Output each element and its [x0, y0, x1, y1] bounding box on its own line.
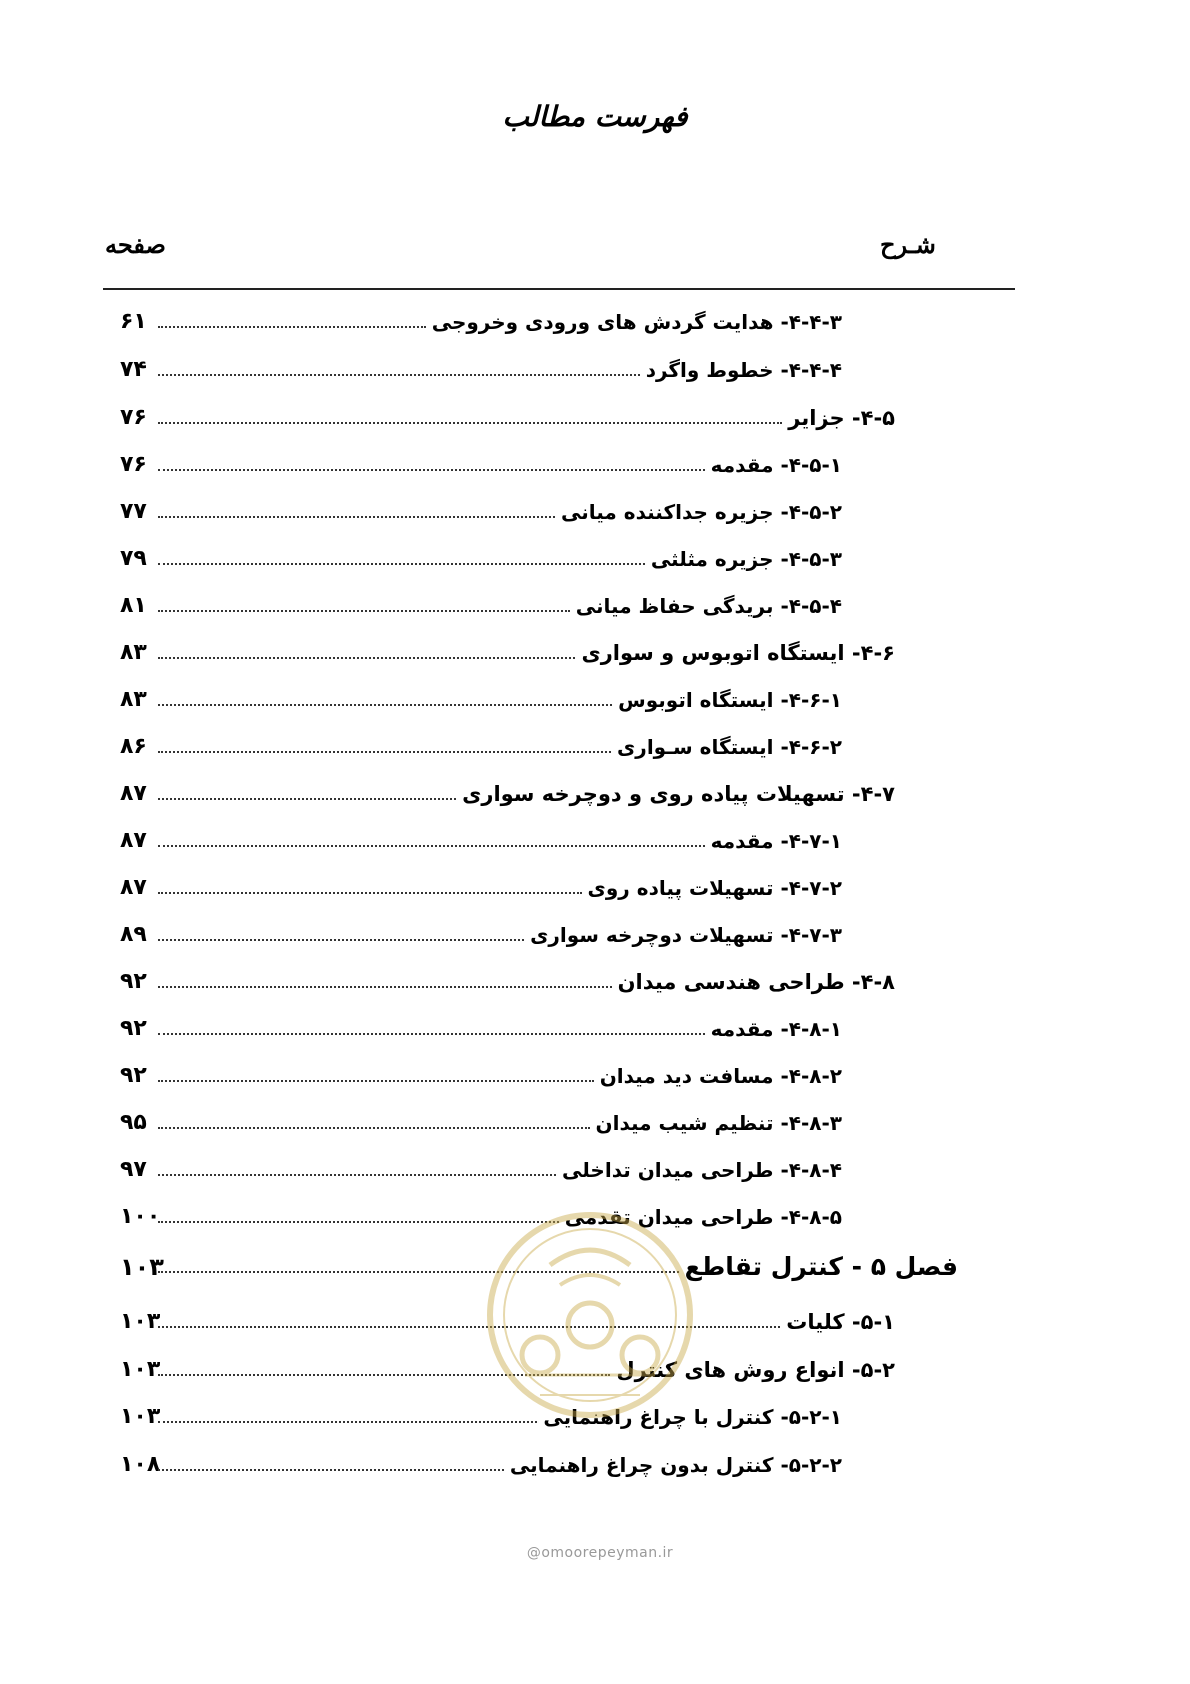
toc-leader-dots: [158, 1421, 537, 1423]
toc-entry-title: ۴-۷- تسهیلات پیاده روی و دوچرخه سواری: [462, 782, 895, 806]
toc-entry-title: ۴-۸-۴- طراحی میدان تداخلی: [562, 1158, 842, 1182]
toc-entry-page-number: ۹۲: [120, 1063, 147, 1088]
toc-leader-dots: [158, 374, 640, 376]
toc-leader-dots: [158, 469, 705, 471]
toc-entry-page-number: ۸۷: [120, 875, 147, 900]
toc-entry-title: ۴-۷-۳- تسهیلات دوچرخه سواری: [530, 923, 842, 947]
toc-entry: [0, 866, 1190, 910]
toc-leader-dots: [158, 1033, 705, 1035]
toc-entry: [0, 300, 1190, 344]
toc-entry: [0, 1007, 1190, 1051]
header-divider: [103, 288, 1015, 290]
toc-leader-dots: [158, 986, 612, 988]
toc-entry-page-number: ۸۱: [120, 593, 147, 618]
toc-entry-page-number: ۹۲: [120, 1016, 147, 1041]
toc-entry-title: ۵-۲-۱- کنترل با چراغ راهنمایی: [543, 1405, 842, 1429]
toc-entry: [0, 1101, 1190, 1145]
toc-entry: [0, 1443, 1190, 1487]
toc-entry: [0, 1054, 1190, 1098]
toc-entry: [0, 819, 1190, 863]
toc-leader-dots: [158, 1080, 594, 1082]
toc-entry-title: فصل ۵ - کنترل تقاطع: [684, 1252, 958, 1281]
toc-entry-page-number: ۱۰۳: [120, 1357, 161, 1382]
toc-entry-title: ۴-۵-۱- مقدمه: [710, 453, 842, 477]
toc-entry-page-number: ۸۷: [120, 781, 147, 806]
toc-leader-dots: [158, 1127, 590, 1129]
table-of-contents: [0, 300, 1190, 1600]
toc-entry-page-number: ۹۷: [120, 1157, 147, 1182]
toc-entry: [0, 1348, 1190, 1392]
toc-entry-page-number: ۶۱: [120, 309, 147, 334]
toc-entry-title: ۴-۵-۲- جزیره جداکننده میانی: [561, 500, 842, 524]
toc-entry: [0, 913, 1190, 957]
toc-leader-dots: [158, 1271, 679, 1273]
toc-entry-page-number: ۸۳: [120, 687, 147, 712]
toc-entry-title: ۴-۷-۱- مقدمه: [710, 829, 842, 853]
toc-leader-dots: [158, 1174, 556, 1176]
toc-entry-page-number: ۱۰۰: [120, 1204, 161, 1229]
toc-entry-page-number: ۷۴: [120, 357, 147, 382]
toc-entry: [0, 1195, 1190, 1239]
toc-entry-title: ۴-۸- طراحی هندسی میدان: [617, 970, 895, 994]
toc-entry: [0, 1245, 1190, 1289]
toc-leader-dots: [158, 563, 645, 565]
toc-leader-dots: [158, 516, 555, 518]
toc-entry-title: ۴-۴-۳- هدایت گردش های ورودی وخروجی: [431, 310, 842, 334]
toc-entry: [0, 443, 1190, 487]
toc-leader-dots: [158, 751, 611, 753]
toc-entry-page-number: ۹۲: [120, 969, 147, 994]
toc-entry: [0, 584, 1190, 628]
toc-entry-title: ۴-۶- ایستگاه اتوبوس و سواری: [581, 641, 895, 665]
toc-entry-title: ۵-۲- انواع روش های کنترل: [616, 1358, 895, 1382]
toc-entry-title: ۵-۲-۲- کنترل بدون چراغ راهنمایی: [509, 1453, 842, 1477]
watermark-url: @omoorepeyman.ir: [526, 1545, 674, 1561]
toc-entry: [0, 678, 1190, 722]
toc-entry-page-number: ۹۵: [120, 1110, 147, 1135]
toc-entry: [0, 490, 1190, 534]
toc-entry: [0, 537, 1190, 581]
toc-entry: [0, 960, 1190, 1004]
toc-entry-title: ۴-۸-۲- مسافت دید میدان: [599, 1064, 842, 1088]
page-title: فهرست مطالب: [502, 100, 688, 133]
toc-entry-page-number: ۷۶: [120, 405, 147, 430]
toc-leader-dots: [158, 1221, 559, 1223]
toc-entry-title: ۵-۱- کلیات: [786, 1310, 895, 1334]
toc-leader-dots: [158, 798, 456, 800]
description-column-header: شـرح: [880, 230, 936, 259]
toc-leader-dots: [158, 422, 782, 424]
toc-leader-dots: [158, 704, 612, 706]
toc-entry-page-number: ۱۰۳: [120, 1253, 164, 1281]
toc-entry-title: ۴-۷-۲- تسهیلات پیاده روی: [587, 876, 842, 900]
toc-entry: [0, 1300, 1190, 1344]
toc-entry-page-number: ۸۹: [120, 922, 147, 947]
toc-entry-page-number: ۷۷: [120, 499, 147, 524]
toc-entry-title: ۴-۶-۱- ایستگاه اتوبوس: [618, 688, 842, 712]
toc-entry-page-number: ۸۶: [120, 734, 147, 759]
toc-entry-page-number: ۷۹: [120, 546, 147, 571]
toc-entry-title: ۴-۵- جزایر: [788, 406, 895, 430]
toc-leader-dots: [158, 939, 524, 941]
toc-entry-page-number: ۱۰۳: [120, 1309, 161, 1334]
toc-entry: [0, 1148, 1190, 1192]
toc-entry-title: ۴-۴-۴- خطوط واگرد: [645, 358, 842, 382]
toc-leader-dots: [158, 657, 575, 659]
toc-leader-dots: [158, 1326, 780, 1328]
toc-entry-title: ۴-۸-۱- مقدمه: [710, 1017, 842, 1041]
toc-leader-dots: [158, 892, 582, 894]
toc-entry-title: ۴-۵-۳- جزیره مثلثی: [650, 547, 842, 571]
toc-entry: [0, 725, 1190, 769]
toc-entry-title: ۴-۵-۴- بریدگی حفاظ میانی: [575, 594, 842, 618]
toc-entry-title: ۴-۸-۵- طراحی میدان تقدمی: [564, 1205, 842, 1229]
toc-entry: [0, 772, 1190, 816]
page-column-header: صفحه: [105, 230, 166, 259]
toc-entry-page-number: ۸۷: [120, 828, 147, 853]
toc-entry-title: ۴-۶-۲- ایستگاه سـواری: [616, 735, 842, 759]
toc-entry-page-number: ۱۰۳: [120, 1404, 161, 1429]
toc-entry: [0, 1395, 1190, 1439]
toc-leader-dots: [158, 326, 426, 328]
toc-leader-dots: [158, 610, 570, 612]
toc-entry: [0, 348, 1190, 392]
toc-entry-page-number: ۷۶: [120, 452, 147, 477]
toc-entry-page-number: ۱۰۸: [120, 1452, 161, 1477]
toc-leader-dots: [158, 1469, 504, 1471]
toc-entry: [0, 396, 1190, 440]
toc-leader-dots: [158, 845, 705, 847]
toc-entry-title: ۴-۸-۳- تنظیم شیب میدان: [595, 1111, 842, 1135]
toc-leader-dots: [158, 1374, 610, 1376]
toc-entry-page-number: ۸۳: [120, 640, 147, 665]
toc-entry: [0, 631, 1190, 675]
